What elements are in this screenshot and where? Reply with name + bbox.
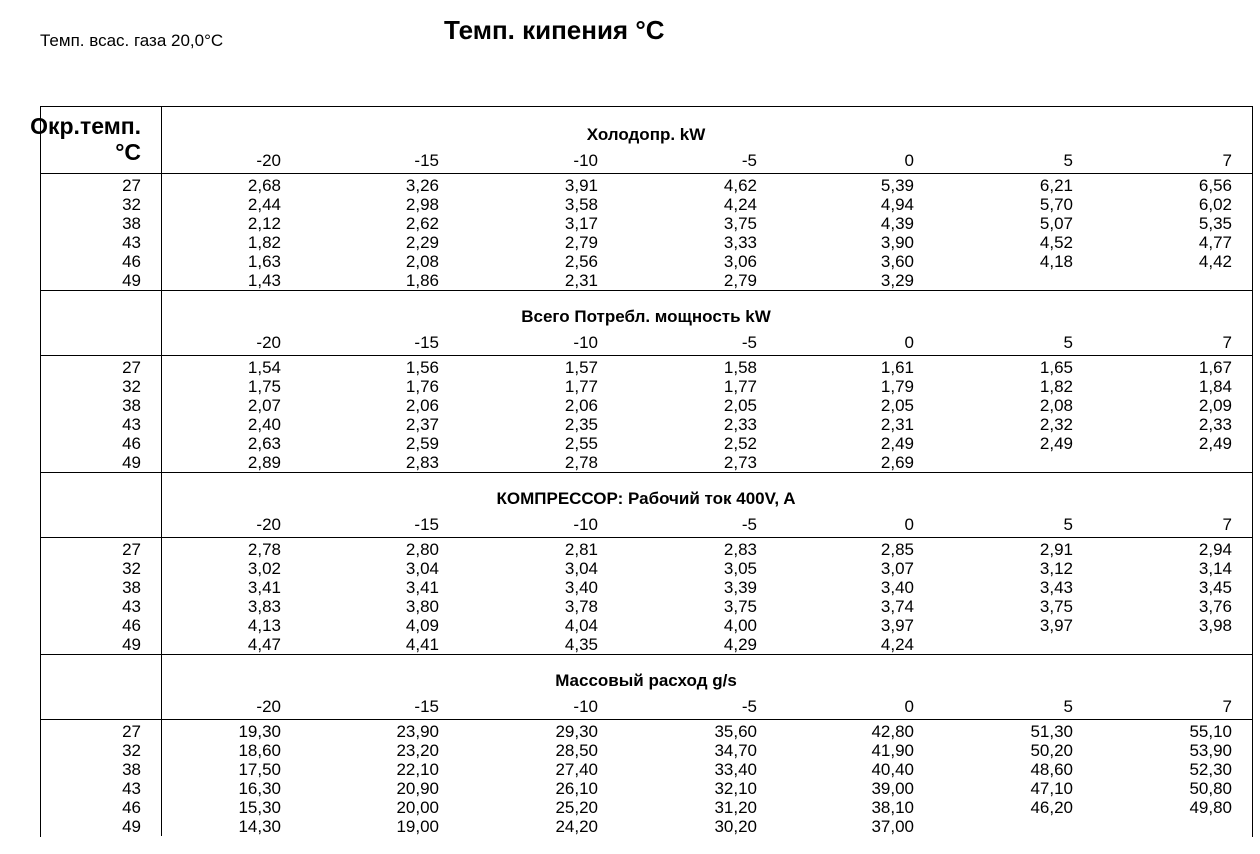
table-cell: 48,60 <box>1030 760 1073 779</box>
table-cell: 42,80 <box>871 722 914 741</box>
row-header: 27 <box>122 540 141 559</box>
row-header: 43 <box>122 233 141 252</box>
column-header: 7 <box>1222 697 1232 716</box>
ambient-temp-header-unit: °C <box>115 139 141 165</box>
table-cell: 55,10 <box>1189 722 1232 741</box>
row-header: 38 <box>122 214 141 233</box>
section-header-divider <box>40 719 1252 720</box>
section-header-divider <box>40 173 1252 174</box>
table-cell: 25,20 <box>555 798 598 817</box>
table-cell: 39,00 <box>871 779 914 798</box>
column-header: 7 <box>1222 515 1232 534</box>
table-cell: 47,10 <box>1030 779 1073 798</box>
table-cell: 2,62 <box>405 214 439 233</box>
column-header: 7 <box>1222 151 1232 170</box>
table-cell: 2,78 <box>247 540 281 559</box>
row-header: 46 <box>122 252 141 271</box>
table-cell: 4,24 <box>880 635 914 654</box>
table-cell: 2,59 <box>405 434 439 453</box>
table-cell: 24,20 <box>555 817 598 836</box>
table-cell: 19,00 <box>396 817 439 836</box>
table-cell: 4,94 <box>880 195 914 214</box>
table-cell: 16,30 <box>238 779 281 798</box>
table-cell: 2,49 <box>880 434 914 453</box>
table-cell: 3,17 <box>564 214 598 233</box>
table-cell: 3,97 <box>1039 616 1073 635</box>
table-cell: 2,52 <box>723 434 757 453</box>
table-cell: 50,20 <box>1030 741 1073 760</box>
table-cell: 3,04 <box>564 559 598 578</box>
table-cell: 2,05 <box>880 396 914 415</box>
row-header: 46 <box>122 616 141 635</box>
section-title: Массовый расход g/s <box>555 671 737 690</box>
table-cell: 23,90 <box>396 722 439 741</box>
table-cell: 4,29 <box>723 635 757 654</box>
table-cell: 4,04 <box>564 616 598 635</box>
table-cell: 3,33 <box>723 233 757 252</box>
table-cell: 3,41 <box>247 578 281 597</box>
column-header: -5 <box>741 333 757 352</box>
table-cell: 3,40 <box>564 578 598 597</box>
column-header: -10 <box>573 151 598 170</box>
table-cell: 3,83 <box>247 597 281 616</box>
table-cell: 2,85 <box>880 540 914 559</box>
table-cell: 33,40 <box>714 760 757 779</box>
table-cell: 35,60 <box>714 722 757 741</box>
table-cell: 4,62 <box>723 176 757 195</box>
table-cell: 2,32 <box>1039 415 1073 434</box>
column-header: -5 <box>741 515 757 534</box>
table-cell: 6,02 <box>1198 195 1232 214</box>
column-header: -20 <box>256 697 281 716</box>
table-cell: 2,89 <box>247 453 281 472</box>
table-cell: 1,86 <box>405 271 439 290</box>
row-header: 32 <box>122 741 141 760</box>
table-cell: 4,35 <box>564 635 598 654</box>
table-cell: 3,40 <box>880 578 914 597</box>
row-header: 27 <box>122 176 141 195</box>
table-cell: 32,10 <box>714 779 757 798</box>
table-cell: 1,77 <box>723 377 757 396</box>
table-cell: 3,78 <box>564 597 598 616</box>
table-cell: 1,75 <box>247 377 281 396</box>
row-header: 38 <box>122 396 141 415</box>
table-cell: 2,49 <box>1039 434 1073 453</box>
row-header: 27 <box>122 722 141 741</box>
row-header: 43 <box>122 415 141 434</box>
table-cell: 3,75 <box>723 214 757 233</box>
table-cell: 2,33 <box>723 415 757 434</box>
table-cell: 3,45 <box>1198 578 1232 597</box>
table-cell: 28,50 <box>555 741 598 760</box>
table-cell: 1,57 <box>564 358 598 377</box>
table-cell: 52,30 <box>1189 760 1232 779</box>
table-cell: 3,26 <box>405 176 439 195</box>
table-cell: 3,02 <box>247 559 281 578</box>
column-header: -5 <box>741 697 757 716</box>
table-cell: 2,06 <box>405 396 439 415</box>
table-cell: 31,20 <box>714 798 757 817</box>
column-header: 0 <box>904 697 914 716</box>
column-header: -15 <box>414 697 439 716</box>
table-cell: 3,76 <box>1198 597 1232 616</box>
table-cell: 3,98 <box>1198 616 1232 635</box>
table-cell: 6,21 <box>1039 176 1073 195</box>
column-header: -20 <box>256 333 281 352</box>
column-header: -20 <box>256 515 281 534</box>
table-cell: 46,20 <box>1030 798 1073 817</box>
table-cell: 3,80 <box>405 597 439 616</box>
table-cell: 1,65 <box>1039 358 1073 377</box>
section-header-divider <box>40 355 1252 356</box>
table-cell: 19,30 <box>238 722 281 741</box>
row-header: 46 <box>122 798 141 817</box>
section-title: Всего Потребл. мощность kW <box>521 307 771 326</box>
table-cell: 2,31 <box>880 415 914 434</box>
table-cell: 4,47 <box>247 635 281 654</box>
table-cell: 2,98 <box>405 195 439 214</box>
table-cell: 2,31 <box>564 271 598 290</box>
table-cell: 3,06 <box>723 252 757 271</box>
table-cell: 2,81 <box>564 540 598 559</box>
column-header: 5 <box>1063 151 1073 170</box>
column-header: -10 <box>573 333 598 352</box>
table-cell: 15,30 <box>238 798 281 817</box>
table-cell: 6,56 <box>1198 176 1232 195</box>
table-cell: 2,91 <box>1039 540 1073 559</box>
row-header: 43 <box>122 597 141 616</box>
table-cell: 1,82 <box>1039 377 1073 396</box>
ambient-temp-header <box>0 113 141 165</box>
row-header: 32 <box>122 559 141 578</box>
table-cell: 2,40 <box>247 415 281 434</box>
page-title: Темп. кипения °C <box>444 15 665 45</box>
section-divider <box>40 290 1252 291</box>
column-header: 5 <box>1063 515 1073 534</box>
section-title: Холодопр. kW <box>586 125 706 144</box>
table-cell: 1,82 <box>247 233 281 252</box>
table-cell: 30,20 <box>714 817 757 836</box>
table-cell: 40,40 <box>871 760 914 779</box>
column-header: 5 <box>1063 697 1073 716</box>
table-cell: 34,70 <box>714 741 757 760</box>
table-cell: 2,79 <box>564 233 598 252</box>
table-cell: 1,56 <box>405 358 439 377</box>
table-cell: 1,54 <box>247 358 281 377</box>
table-cell: 2,94 <box>1198 540 1232 559</box>
table-cell: 2,63 <box>247 434 281 453</box>
table-cell: 2,83 <box>405 453 439 472</box>
table-cell: 3,58 <box>564 195 598 214</box>
table-cell: 29,30 <box>555 722 598 741</box>
row-header: 49 <box>122 635 141 654</box>
row-header: 49 <box>122 817 141 836</box>
table-cell: 4,18 <box>1039 252 1073 271</box>
table-cell: 1,84 <box>1198 377 1232 396</box>
table-cell: 2,05 <box>723 396 757 415</box>
table-cell: 3,60 <box>880 252 914 271</box>
table-cell: 4,13 <box>247 616 281 635</box>
table-cell: 50,80 <box>1189 779 1232 798</box>
table-cell: 2,09 <box>1198 396 1232 415</box>
table-cell: 2,44 <box>247 195 281 214</box>
table-cell: 4,77 <box>1198 233 1232 252</box>
column-header: -15 <box>414 333 439 352</box>
column-header: -15 <box>414 151 439 170</box>
row-header: 32 <box>122 377 141 396</box>
row-header: 49 <box>122 271 141 290</box>
table-cell: 51,30 <box>1030 722 1073 741</box>
table-cell: 2,08 <box>405 252 439 271</box>
column-header: 0 <box>904 151 914 170</box>
table-cell: 5,39 <box>880 176 914 195</box>
table-cell: 2,35 <box>564 415 598 434</box>
table-cell: 20,00 <box>396 798 439 817</box>
table-cell: 1,67 <box>1198 358 1232 377</box>
row-header-divider <box>161 106 162 836</box>
row-header: 46 <box>122 434 141 453</box>
table-cell: 2,06 <box>564 396 598 415</box>
section-title: КОМПРЕССОР: Рабочий ток 400V, A <box>496 489 796 508</box>
table-cell: 3,05 <box>723 559 757 578</box>
table-cell: 41,90 <box>871 741 914 760</box>
table-cell: 49,80 <box>1189 798 1232 817</box>
table-cell: 4,52 <box>1039 233 1073 252</box>
table-cell: 2,08 <box>1039 396 1073 415</box>
table-cell: 27,40 <box>555 760 598 779</box>
table-cell: 3,39 <box>723 578 757 597</box>
table-cell: 18,60 <box>238 741 281 760</box>
row-header: 32 <box>122 195 141 214</box>
table-cell: 2,29 <box>405 233 439 252</box>
section-divider <box>40 654 1252 655</box>
suction-gas-temp: Темп. всас. газа 20,0°C <box>40 31 224 50</box>
table-cell: 2,78 <box>564 453 598 472</box>
table-cell: 1,58 <box>723 358 757 377</box>
table-cell: 3,75 <box>723 597 757 616</box>
table-cell: 2,37 <box>405 415 439 434</box>
row-header: 49 <box>122 453 141 472</box>
table-cell: 3,43 <box>1039 578 1073 597</box>
table-cell: 1,77 <box>564 377 598 396</box>
row-header: 38 <box>122 578 141 597</box>
table-cell: 4,09 <box>405 616 439 635</box>
table-cell: 2,68 <box>247 176 281 195</box>
table-cell: 3,12 <box>1039 559 1073 578</box>
table-cell: 2,73 <box>723 453 757 472</box>
section-header-divider <box>40 537 1252 538</box>
table-cell: 53,90 <box>1189 741 1232 760</box>
table-cell: 3,75 <box>1039 597 1073 616</box>
table-cell: 3,90 <box>880 233 914 252</box>
table-cell: 2,12 <box>247 214 281 233</box>
table-cell: 3,04 <box>405 559 439 578</box>
table-cell: 2,56 <box>564 252 598 271</box>
table-cell: 14,30 <box>238 817 281 836</box>
table-cell: 3,29 <box>880 271 914 290</box>
table-cell: 1,61 <box>880 358 914 377</box>
table-cell: 2,83 <box>723 540 757 559</box>
table-cell: 5,35 <box>1198 214 1232 233</box>
column-header: -20 <box>256 151 281 170</box>
column-header: 0 <box>904 515 914 534</box>
table-cell: 4,39 <box>880 214 914 233</box>
row-header: 43 <box>122 779 141 798</box>
table-cell: 2,69 <box>880 453 914 472</box>
table-cell: 2,33 <box>1198 415 1232 434</box>
table-cell: 4,00 <box>723 616 757 635</box>
row-header: 38 <box>122 760 141 779</box>
table-cell: 1,76 <box>405 377 439 396</box>
section-divider <box>40 472 1252 473</box>
table-cell: 38,10 <box>871 798 914 817</box>
table-cell: 2,79 <box>723 271 757 290</box>
column-header: -15 <box>414 515 439 534</box>
table-cell: 3,14 <box>1198 559 1232 578</box>
table-cell: 22,10 <box>396 760 439 779</box>
table-cell: 3,41 <box>405 578 439 597</box>
table-cell: 5,07 <box>1039 214 1073 233</box>
table-cell: 1,79 <box>880 377 914 396</box>
table-cell: 3,74 <box>880 597 914 616</box>
table-cell: 4,42 <box>1198 252 1232 271</box>
column-header: -5 <box>741 151 757 170</box>
table-cell: 1,63 <box>247 252 281 271</box>
table-cell: 2,07 <box>247 396 281 415</box>
table-cell: 2,55 <box>564 434 598 453</box>
table-cell: 1,43 <box>247 271 281 290</box>
column-header: -10 <box>573 697 598 716</box>
table-cell: 2,80 <box>405 540 439 559</box>
table-cell: 23,20 <box>396 741 439 760</box>
table-cell: 3,07 <box>880 559 914 578</box>
column-header: 7 <box>1222 333 1232 352</box>
table-cell: 3,91 <box>564 176 598 195</box>
column-header: 5 <box>1063 333 1073 352</box>
row-header: 27 <box>122 358 141 377</box>
column-header: 0 <box>904 333 914 352</box>
table-cell: 4,41 <box>405 635 439 654</box>
table-cell: 2,49 <box>1198 434 1232 453</box>
table-cell: 4,24 <box>723 195 757 214</box>
table-cell: 26,10 <box>555 779 598 798</box>
table-cell: 37,00 <box>871 817 914 836</box>
table-cell: 5,70 <box>1039 195 1073 214</box>
table-cell: 3,97 <box>880 616 914 635</box>
table-cell: 17,50 <box>238 760 281 779</box>
table-cell: 20,90 <box>396 779 439 798</box>
ambient-temp-header-label: Окр.темп. <box>30 113 141 139</box>
column-header: -10 <box>573 515 598 534</box>
